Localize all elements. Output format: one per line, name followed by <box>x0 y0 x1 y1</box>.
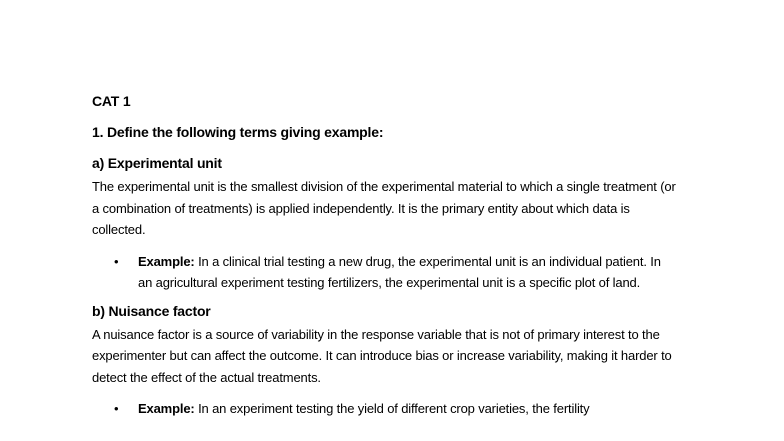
example-label: Example: <box>138 401 195 416</box>
section-heading: a) Experimental unit <box>92 155 222 171</box>
section-experimental-unit <box>92 154 702 294</box>
example-paragraph <box>138 251 666 294</box>
bullet-icon: • <box>114 253 119 269</box>
example-list-item <box>92 398 702 420</box>
example-list-item <box>92 251 702 294</box>
document-page <box>92 92 702 420</box>
document-title: CAT 1 <box>92 93 131 109</box>
question-heading: 1. Define the following terms giving example: <box>92 124 384 140</box>
section-heading: b) Nuisance factor <box>92 302 211 319</box>
example-text: In an experiment testing the yield of different crop varieties, the fertility <box>194 401 590 416</box>
section-body: The experimental unit is the smallest division of the experimental material to which a single treatment (or a combination of treatments) is applied independently. It is the primary entity about which data is collected. <box>92 179 676 237</box>
section-body: A nuisance factor is a source of variability in the response variable that is not of primary interest to the experimenter but can affect the outcome. It can introduce bias or increase variability, making it harder to detect the effect of the actual treatments. <box>92 326 672 385</box>
bullet-icon: • <box>114 401 119 416</box>
example-paragraph <box>138 398 698 420</box>
example-text: In a clinical trial testing a new drug, the experimental unit is an individual patient. In an agricultural experiment testing fertilizers, the experimental unit is a specific plot of land. <box>138 253 661 290</box>
example-label: Example: <box>138 253 195 269</box>
section-nuisance-factor <box>92 302 702 420</box>
